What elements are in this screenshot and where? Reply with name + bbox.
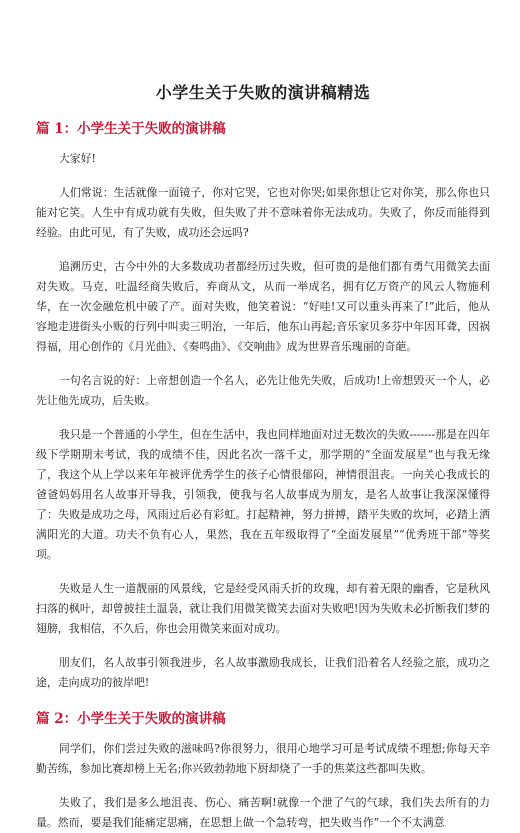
section-1-paragraph-5: 我只是一个普通的小学生，但在生活中，我也同样地面对过无数次的失败-------那是在四年级下学期期末考试，我的成绩不佳，因此名次一落千丈，那学期的“全面发展星”也与我无缘了，我这个从上学以来年年被评优秀学生的孩子心情很郁闷，神情很沮丧。一向关心我成长的爸爸妈妈用名人故事开导我，引领我，使我与名人故事成为朋友，是名人故事让我深深懂得了：失败是成功之母，风雨过后必有彩虹。打起精神，努力拼搏，踏平失败的坎坷，必踏上洒满阳光的大道。功夫不负有心人，果然，我在五年级取得了“全面发展星”“优秀班干部”等奖项。: [36, 428, 490, 561]
section-2-heading: 篇 2：小学生关于失败的演讲稿: [36, 711, 226, 727]
section-1-paragraph-7: 朋友们，名人故事引领我进步，名人故事激励我成长，让我们沿着名人经验之旅，成功之途，走向成功的彼岸吧!: [36, 656, 490, 689]
section-1-paragraph-3: 追溯历史，古今中外的大多数成功者都经历过失败，但可贵的是他们都有勇气用微笑去面对失败。马克，吐温经商失败后，弃商从文，从而一举成名，拥有亿万资产的风云人物施利华，在一次金融危机中破了产。面对失败，他笑着说：“好哇!又可以重头再来了!”此后，他从容地走进街头小贩的行列中叫卖三明治，一年后，他东山再起;音乐家贝多芬中年因耳聋，因祸得福，用心创作的《月光曲》、《奏鸣曲》、《交响曲》成为世界音乐瑰丽的奇葩。: [36, 260, 490, 353]
document-title: 小学生关于失败的演讲稿精选: [155, 83, 371, 102]
section-1-paragraph-4: 一句名言说的好：上帝想创造一个名人，必先让他先失败，后成功!上帝想毁灭一个人，必先让他先成功，后失败。: [36, 374, 490, 407]
section-1-paragraph-6: 失败是人生一道靓丽的风景线，它是经受风雨夭折的玫瑰，却有着无限的幽香，它是秋风扫落的枫叶，却曾披挂土温袅，就让我们用微笑微笑去面对失败吧!因为失败未必折断我们梦的翅膀，我相信，不久后，你也会用微笑来面对成功。: [36, 582, 490, 635]
section-2-paragraph-2: 失败了，我们是多么地沮丧、伤心、痛苦啊!就像一个泄了气的气球，我们失去所有的力量。然而，要是我们能痛定思痛，在思想上做一个急转弯，把失败当作”一个不太满意: [36, 796, 490, 829]
section-2-paragraph-1: 同学们，你们尝过失败的滋味吗?你很努力，很用心地学习可是考试成绩不理想;你每天辛勤苦练，参加比赛却榜上无名;你兴致勃勃地下厨却烧了一手的焦菜这些都叫失败。: [36, 742, 490, 775]
section-1-paragraph-2: 人们常说：生活就像一面镜子，你对它哭，它也对你哭;如果你想让它对你笑，那么你也只能对它笑。人生中有成功就有失败，但失败了并不意味着你无法成功。失败了，你反而能得到经验。由此可见，有了失败，成功还会远吗?: [36, 186, 490, 239]
section-1-heading: 篇 1：小学生关于失败的演讲稿: [36, 121, 226, 137]
section-1-paragraph-1: 大家好!: [58, 152, 96, 165]
